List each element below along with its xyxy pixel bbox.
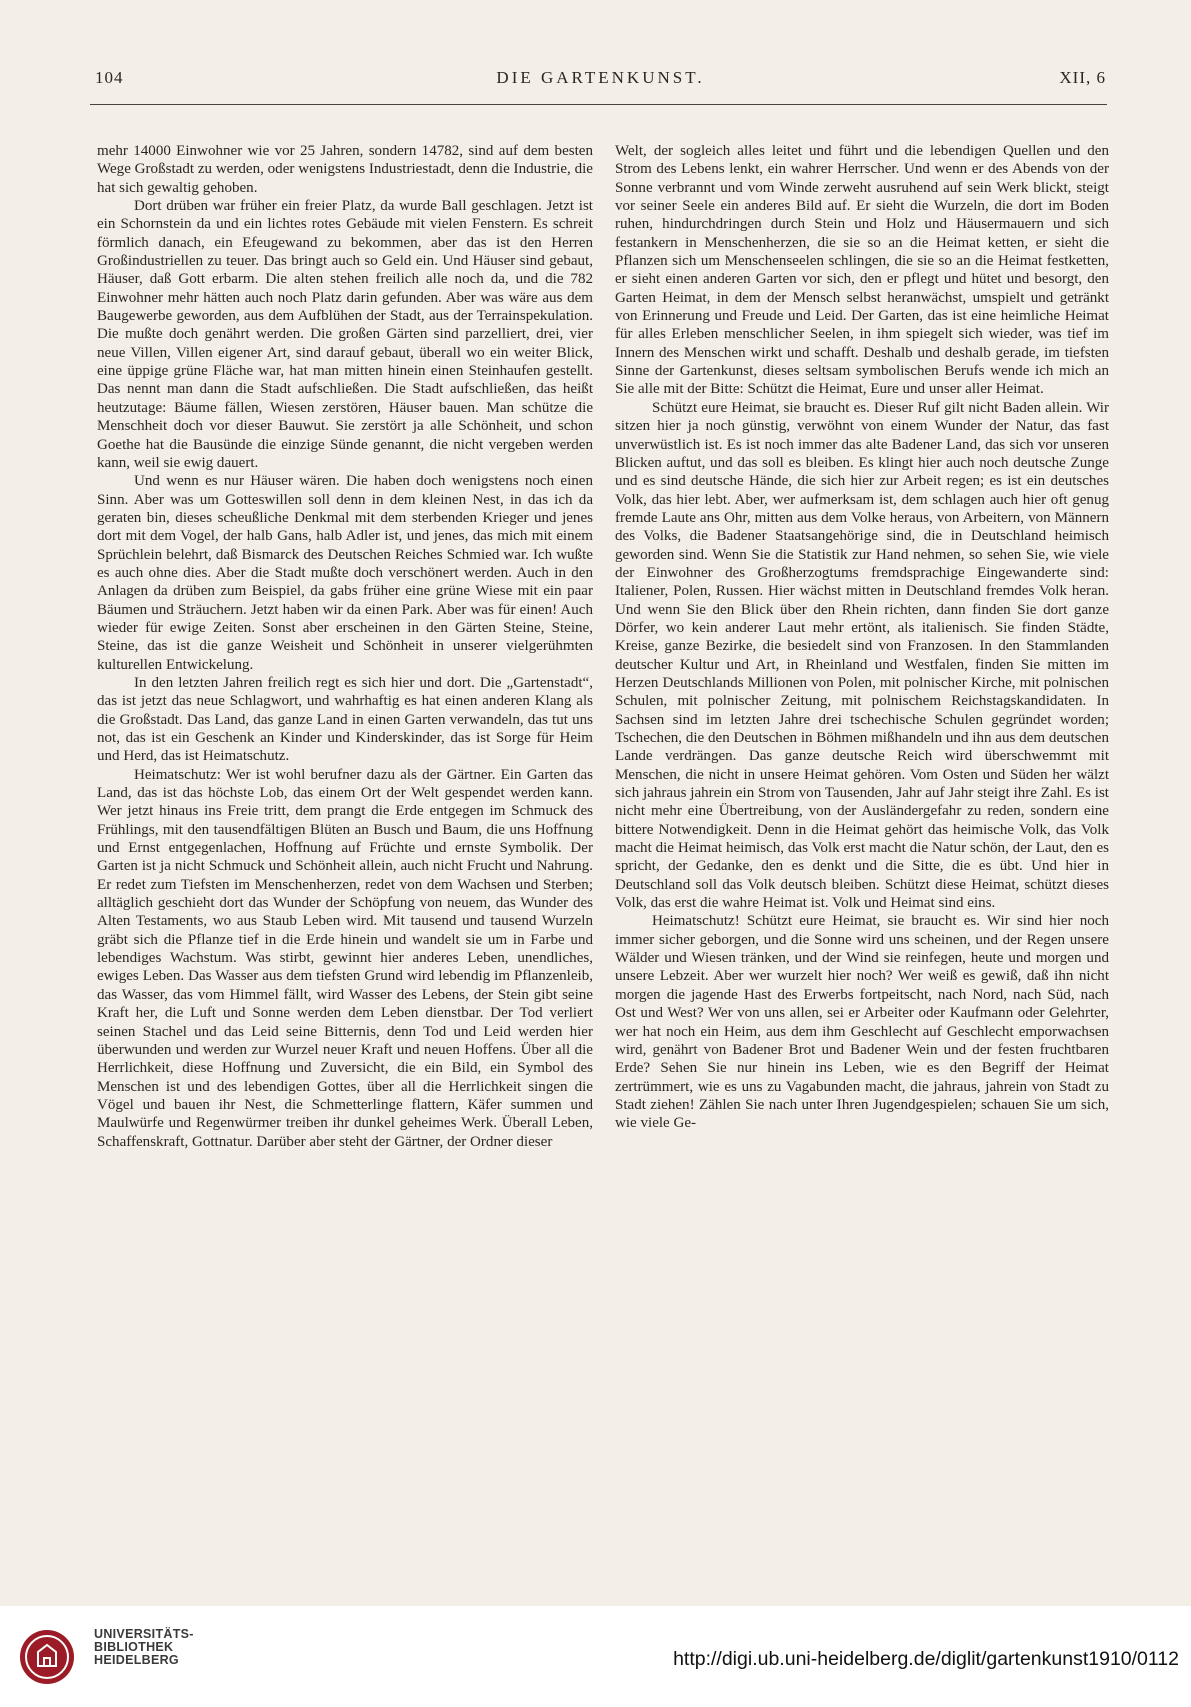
library-name	[94, 1628, 194, 1667]
paragraph: In den letzten Jahren freilich regt es sich hier und dort. Die „Gartenstadt“, das ist jetzt das neue Schlagwort, und wahrhaftig es hat einen anderen Klang als die Großstadt. Das Land, das ganze Land in einen Garten verwandeln, das tut uns not, das ist ein Geschenk an Kinder und Kinderskinder, das ist Sorge für Heim und Herd, das ist Heimatschutz.	[97, 674, 593, 765]
paragraph: Heimatschutz! Schützt eure Heimat, sie braucht es. Wir sind hier noch immer sicher geborgen, und die Sonne wird uns scheinen, und der Regen unsere Wälder und Wiesen tränken, und der Wind sie reinfegen, heute und morgen und unsere Lebzeit. Aber wer wurzelt hier noch? Wer weiß es gewiß, daß ihn nicht morgen die jagende Hast des Erwerbs fortpeitscht, nach Nord, nach Süd, nach Ost und West? Wer von uns allen, sei er Arbeiter oder Kaufmann oder Gelehrter, wer hat noch ein Heim, aus dem ihm Geschlecht auf Geschlecht emporwachsen wird, genährt von Badener Brot und Badener Wein und der festen fruchtbaren Erde? Sehen Sie nur hinein ins Leben, wie es den Begriff der Heimat zertrümmert, wie es uns zu Vagabunden macht, die jahraus, jahrein von Stadt zu Stadt ziehen! Zählen Sie nach unter Ihren Jugendgespielen; schauen Sie um sich, wie viele Ge-	[615, 913, 1109, 1132]
left-column	[97, 142, 593, 1151]
paragraph: mehr 14000 Einwohner wie vor 25 Jahren, sondern 14782, sind auf dem besten Wege Großstadt zu werden, oder wenigstens Industriestadt, denn die Industrie, die hat sich gewaltig gehoben.	[97, 143, 593, 196]
library-name-line: HEIDELBERG	[94, 1653, 179, 1667]
paragraph: Heimatschutz: Wer ist wohl berufner dazu als der Gärtner. Ein Garten das Land, das ist das höchste Lob, das einem Ort der Welt gespendet werden kann. Wer jetzt hinaus ins Freie tritt, dem prangt die Erde entgegen im Schmuck des Frühlings, mit den tausendfältigen Blüten an Busch und Baum, die uns Hoffnung und Ernst entgegenlachen, Hoffnung auf Früchte und ernste Symbolik. Der Garten ist ja nicht Schmuck und Schönheit allein, auch nicht Frucht und Nahrung. Er redet zum Tiefsten im Menschenherzen, redet von dem Wachsen und Sterben; alltäglich geschieht dort das Wunder der Schöpfung von neuem, das Wunder des Alten Testaments, wo aus Staub Leben wird. Mit tausend und tausend Wurzeln gräbt sich die Pflanze tief in die Erde hinein und wandelt sie um in Farbe und lebendiges Wachstum. Was stirbt, gewinnt hier anderes Leben, unendliches, ewiges Leben. Das Wasser aus dem tiefsten Grund wird lebendig im Pflanzenleib, das Wasser, das vom Himmel fällt, wird Wasser des Lebens, der Stein gibt seine Kraft her, die Luft und Sonne werden dem Leben dienstbar. Der Tod verliert seinen Stachel und das Leid seine Bitternis, denn Tod und Leid werden hier überwunden und werden zur Wurzel neuer Kraft und neuen Hoffens. Über all die Herrlichkeit, diese Hoffnung und Zuversicht, die ein Bild, ein Symbol des Menschen ist und des lebendigen Gottes, über all die Herrlichkeit singen die Vögel und bauen ihr Nest, die Schmetterlinge flattern, Käfer summen und Maulwürfe und Regenwürmer treiben ihr dunkel geheimes Werk. Überall Leben, Schaffenskraft, Gottnatur. Darüber aber steht der Gärtner, der Ordner dieser	[97, 766, 593, 1150]
source-url[interactable]: http://digi.ub.uni-heidelberg.de/diglit/gartenkunst1910/0112	[673, 1648, 1179, 1670]
paragraph: Dort drüben war früher ein freier Platz, da wurde Ball geschlagen. Jetzt ist ein Schornstein da und ein lichtes rotes Gebäude mit vielen Fenstern. Es schreit förmlich danach, ein Efeugewand zu bekommen, aber das ist den Herren Großindustriellen zu teuer. Das bringt auch so Geld ein. Und Häuser sind gebaut, Häuser, daß Gott erbarm. Die alten stehen freilich alle noch da, und die 782 Einwohner mehr hätten auch noch Platz darin gefunden. Aber was wäre aus dem Baugewerbe geworden, aus dem Aufblühen der Stadt, aus der Terrainspekulation. Die mußte doch genährt werden. Die großen Gärten sind parzelliert, drei, vier neue Villen, Villen eigener Art, sind darauf gebaut, überall wo ein weiter Blick, eine üppige grüne Fläche war, hat man mitten hinein einen Steinhaufen gestellt. Das nennt man dann die Stadt aufschließen. Die Stadt aufschließen, das heißt heutzutage: Bäume fällen, Wiesen zerstören, Häuser bauen. Man schütze die Menschheit doch vor dieser Bauwut. Sie zerstört ja alle Schönheit, und schon Goethe hat die Bausünde die einzige Sünde genannt, die nicht vergeben werden kann, weil sie ewig dauert.	[97, 198, 593, 471]
paragraph: Und wenn es nur Häuser wären. Die haben doch wenigstens noch einen Sinn. Aber was um Gotteswillen soll denn in dem kleinen Nest, in das ich da geraten bin, dieses scheußliche Denkmal mit dem sterbenden Krieger und jenes dort mit dem Vogel, der halb Gans, halb Adler ist, und jenes, das mich mit einem Sprüchlein belehrt, daß Bismarck des Deutschen Reiches Schmied war. Ich wußte es auch ohne dies. Aber die Stadt mußte doch verschönert werden. Auch in den Anlagen da drüben zum Beispiel, da gabs früher eine grüne Wiese mit ein paar Bäumen und Sträuchern. Jetzt haben wir da einen Park. Aber was für einen! Auch wieder für ewige Zeiten. Sonst aber erscheinen in den Gärten Steine, Steine, Steine, das ist die ganze Weisheit und Schönheit in unserer vielgerühmten kulturellen Entwickelung.	[97, 473, 593, 673]
digitization-footer	[0, 1606, 1191, 1707]
library-name-line: BIBLIOTHEK	[94, 1640, 174, 1654]
issue-number: XII, 6	[1059, 68, 1106, 87]
running-header	[95, 68, 1106, 94]
right-column	[615, 142, 1109, 1133]
paragraph: Schützt eure Heimat, sie braucht es. Dieser Ruf gilt nicht Baden allein. Wir sitzen hier ja noch günstig, verwöhnt von einem Wunder der Natur, das fast unverwüstlich ist. Es ist noch immer das alte Badener Land, das sich vor unseren Blicken auftut, und das soll es bleiben. Es klingt hier auch noch deutsche Zunge und es sind deutsche Hände, die sich hier zur Arbeit regen; es ist ein deutsches Volk, das hier lebt. Aber, wer aufmerksam ist, dem schlagen auch hier oft genug fremde Laute ans Ohr, mitten aus dem Volke heraus, von Arbeitern, von Männern des Volks, die Badener Staatsangehörige sind, die in Deutschland heimisch geworden sind. Wenn Sie die Statistik zur Hand nehmen, so sehen Sie, wie viele der Einwohner des Großherzogtums fremdsprachige Eingewanderte sind: Italiener, Polen, Russen. Hier wächst mitten in Deutschland fremdes Volk heran. Und wenn Sie den Blick über den Rhein richten, dann finden Sie dort ganze Dörfer, wo kein anderer Laut mehr ertönt, als italienisch. Sie finden Städte, Kreise, ganze Bezirke, die besiedelt sind von Franzosen. In den Stammlanden deutscher Kultur und Art, in Rheinland und Westfalen, finden Sie mitten im Herzen Deutschlands Millionen von Polen, mit polnischer Kirche, mit polnischen Schulen, mit polnischer Zeitung, mit polnischem Reichstagskandidaten. In Sachsen sind im letzten Jahre drei tschechische Schulen gegründet worden; Tschechen, die den Deutschen in Böhmen mißhandeln und ihn aus dem deutschen Lande verdrängen. Das ganze deutsche Reich wird überschwemmt mit Menschen, die nicht in unsere Heimat gehören. Vom Osten und Süden her wälzt sich jahraus jahrein ein Strom von Tausenden, Jahr auf Jahr steigt ihre Zahl. Es ist nicht mehr eine Übertreibung, von der Ausländergefahr zu reden, sondern eine bittere Notwendigkeit. Denn in die Heimat gehört das heimische Volk, das Volk macht die Heimat heimisch, das Volk erst macht die Natur schön, der Laut, den es spricht, der Gedanke, den es denkt und die Sitte, die es übt. Und hier in Deutschland soll das Volk deutsch bleiben. Schützt diese Heimat, schützt dieses Volk, das erst die wahre Heimat ist. Volk und Heimat sind eins.	[615, 399, 1109, 912]
paragraph: Welt, der sogleich alles leitet und führt und die lebendigen Quellen und den Strom des Lebens lenkt, ein wahrer Herrscher. Und wenn er des Abends von der Sonne verbrannt und vom Winde zerweht ausruhend auf sein Werk blickt, steigt vor seiner Seele ein anderes Bild auf. Er sieht die Wurzeln, die dort im Boden ruhen, hindurchdringen durch Stein und Holz und Häusermauern und sich festankern in Menschenherzen, die sie so an die Heimat ketten, er sieht die Pflanzen sich um Menschenseelen schlingen, die sie so an die Heimat festketten, er sieht einen anderen Garten vor sich, den er pflegt und hütet und besorgt, den Garten Heimat, in dem der Mensch selbst heranwächst, umspielt und getränkt von Erinnerung und Freude und Leid. Der Garten, das ist eine heimliche Heimat für alles Erleben menschlicher Seelen, in ihm spiegelt sich wieder, was tief im Innern des Menschen wirkt und schafft. Deshalb und deshalb gerade, im tiefsten Sinne der Gartenkunst, dieses seltsam symbolischen Berufs wende ich mich an Sie alle mit der Bitte: Schützt die Heimat, Eure und unser aller Heimat.	[615, 143, 1109, 398]
header-rule	[90, 104, 1107, 105]
university-seal-icon	[18, 1628, 76, 1686]
page-number: 104	[95, 68, 124, 87]
journal-title: DIE GARTENKUNST.	[496, 68, 705, 87]
library-name-line: UNIVERSITÄTS-	[94, 1627, 194, 1641]
